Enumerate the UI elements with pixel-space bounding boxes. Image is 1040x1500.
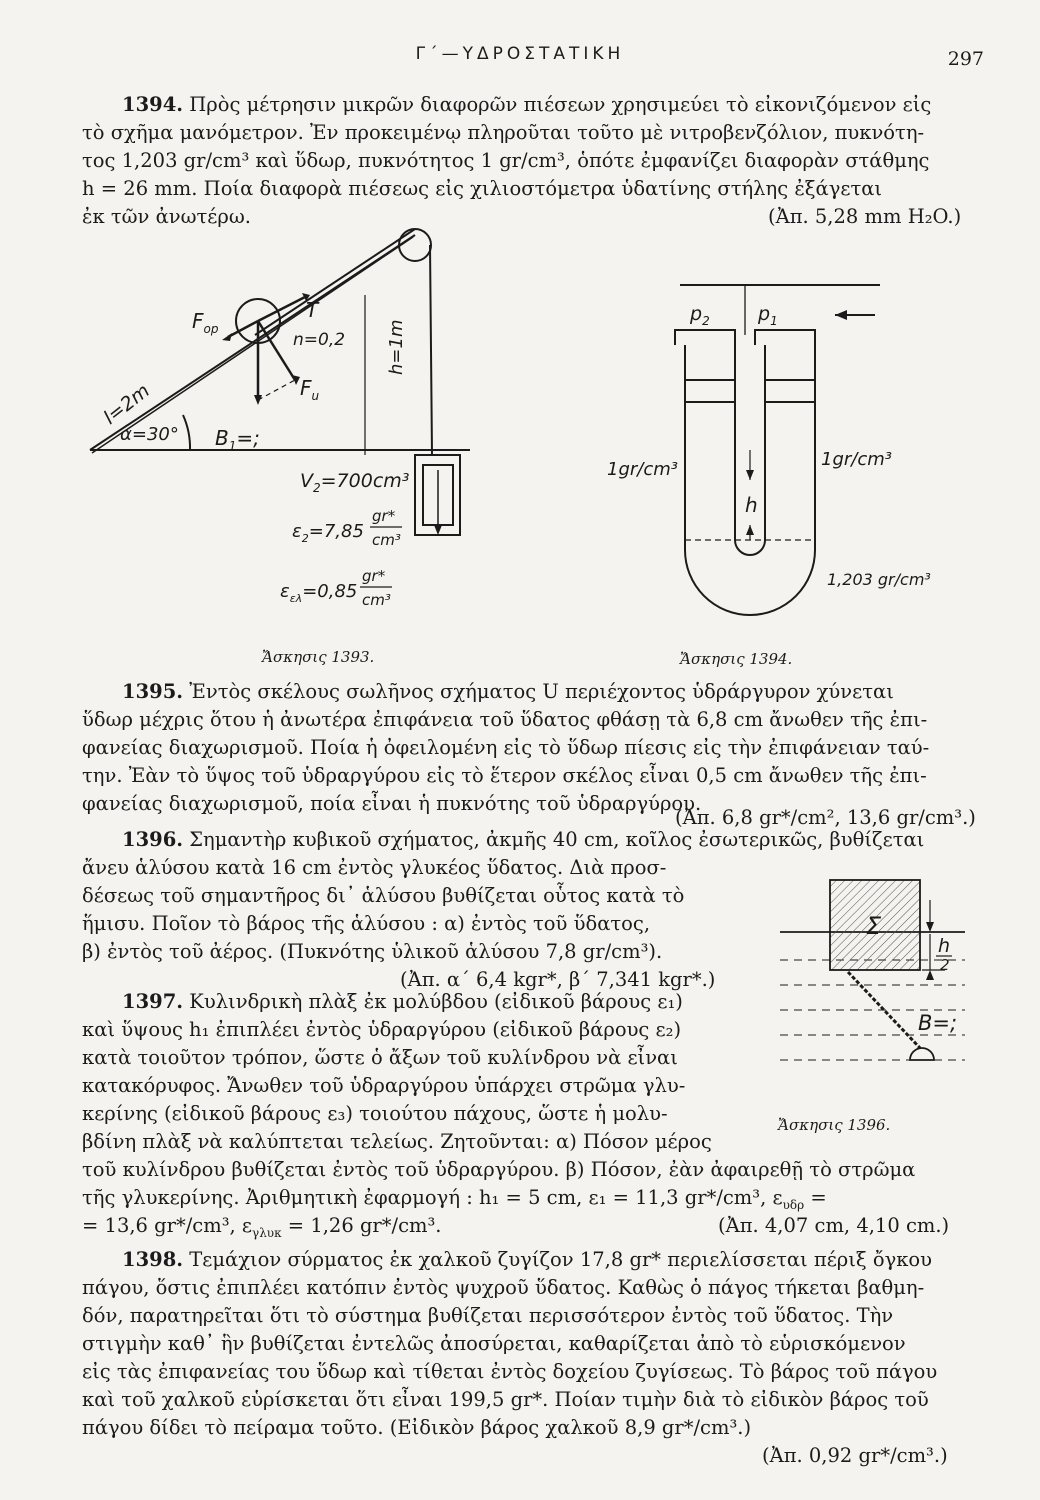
f-u-label: $F_u$ <box>300 376 320 403</box>
h-label: h <box>745 493 758 517</box>
text-line: β) ἐντὸς τοῦ ἀέρος. (Πυκνότης ὑλικοῦ ἁλύσου 7,8 gr/cm³). <box>82 940 663 963</box>
text-line: κερίνης (εἰδικοῦ βάρους ε₃) τοιούτου πάχους, ὥστε ἡ μολυ- <box>82 1102 668 1125</box>
p1-label: $p_1$ <box>758 303 778 328</box>
e2-unit-bottom: cm³ <box>372 531 401 549</box>
text-line: δέσεως τοῦ σημαντῆρος δι᾿ ἁλύσου βυθίζεται οὗτος κατὰ τὸ <box>82 884 685 907</box>
b1-label: $B_1=$; <box>215 426 260 453</box>
right-density-label: 1gr/cm³ <box>821 449 892 470</box>
bottom-density-label: 1,203 gr/cm³ <box>827 570 931 589</box>
f-op-label: $F_{op}$ <box>192 309 219 336</box>
answer: (Ἀπ. α΄ 6,4 kgr*, β΄ 7,341 kgr*.) <box>400 968 716 991</box>
text-line: πάγου δίδει τὸ πείραμα τοῦτο. (Εἰδικὸν βάρος χαλκοῦ 8,9 gr*/cm³.) <box>82 1416 752 1439</box>
text-line: Πρὸς μέτρησιν μικρῶν διαφορῶν πιέσεων χρησιμεύει τὸ εἰκονιζόμενον εἰς <box>189 93 932 116</box>
length-label: l=2m <box>99 379 154 429</box>
text-line: στιγμὴν καθ᾿ ἣν βυθίζεται ἐντελῶς ἀποσύρεται, καθαρίζεται ἀπὸ τὸ εὑρισκόμενον <box>82 1332 906 1355</box>
answer: (Ἀπ. 5,28 mm H₂O.) <box>768 205 962 228</box>
pulley <box>399 229 431 261</box>
running-header: Γ΄—ΥΔΡΟΣΤΑΤΙΚΗ <box>415 44 625 64</box>
height-label: h=1m <box>386 319 407 375</box>
text-line: h = 26 mm. Ποία διαφορὰ πιέσεως εἰς χιλιοστόμετρα ὑδατίνης στήλης ἐξάγεται <box>82 177 883 200</box>
text-line: ἐκ τῶν ἀνωτέρω. <box>82 205 251 228</box>
text-line: την. Ἐὰν τὸ ὕψος τοῦ ὑδραργύρου εἰς τὸ ἕτερον σκέλος εἶναι 0,5 cm ἄνωθεν τῆς ἐπι- <box>82 764 927 787</box>
figure-1393 <box>80 225 470 645</box>
angle-label: α=30° <box>120 424 179 445</box>
left-density-label: 1gr/cm³ <box>607 459 678 480</box>
text-line: Σημαντὴρ κυβικοῦ σχήματος, ἀκμῆς 40 cm, κοῖλος ἐσωτερικῶς, βυθίζεται <box>189 828 925 851</box>
text-line: τὸ σχῆμα μανόμετρον. Ἐν προκειμένῳ πληροῦται τοῦτο μὲ νιτροβενζόλιον, πυκνότη- <box>82 121 925 144</box>
t-label: T <box>306 298 319 322</box>
text-line: Ἐντὸς σκέλους σωλῆνος σχήματος U περιέχοντος ὑδράργυρον χύνεται <box>189 680 894 703</box>
sigma-label: Σ <box>866 912 882 940</box>
figure-1394 <box>595 270 980 640</box>
answer: (Ἀπ. 6,8 gr*/cm², 13,6 gr/cm³.) <box>675 806 976 829</box>
two-label: 2 <box>940 956 950 974</box>
page-number: 297 <box>947 48 984 70</box>
problem-number: 1396. <box>122 828 184 851</box>
text-line: ἥμισυ. Ποῖον τὸ βάρος τῆς ἁλύσου : α) ἐντὸς τοῦ ὕδατος, <box>82 912 651 935</box>
text-line: φανείας διαχωρισμοῦ, ποία εἶναι ἡ πυκνότης τοῦ ὑδραργύρου. <box>82 792 702 815</box>
text-line: Τεμάχιον σύρματος ἐκ χαλκοῦ ζυγίζον 17,8 gr* περιελίσσεται πέριξ ὄγκου <box>189 1248 933 1271</box>
rope-vertical <box>430 245 432 455</box>
text-line: τος 1,203 gr/cm³ καὶ ὕδωρ, πυκνότητος 1 gr/cm³, ὁπότε ἐμφανίζει διαφορὰν στάθμης <box>82 149 930 172</box>
h-label: h <box>938 935 951 957</box>
b-label: B=; <box>918 1011 958 1035</box>
e2-unit-top: gr* <box>372 507 396 525</box>
text-line: κατὰ τοιοῦτον τρόπον, ὥστε ὁ ἄξων τοῦ κυλίνδρου νὰ εἶναι <box>82 1046 678 1069</box>
text-line: τῆς γλυκερίνης. Ἀριθμητικὴ ἐφαρμογή : h₁ = 5 cm, ε₁ = 11,3 gr*/cm³, $\varepsilon_{\upsilon\delta\rho}$ = <box>82 1186 827 1212</box>
p2-label: $p_2$ <box>690 303 710 328</box>
text-line: καὶ τοῦ χαλκοῦ εὑρίσκεται ὅτι εἶναι 199,5 gr*. Ποίαν τιμὴν διὰ τὸ εἰδικὸν βάρος τοῦ <box>82 1388 929 1411</box>
caption-1394: Ἄσκησις 1394. <box>680 650 793 668</box>
answer: (Ἀπ. 0,92 gr*/cm³.) <box>762 1444 948 1467</box>
text-line: κατακόρυφος. Ἄνωθεν τοῦ ὑδραργύρου ὑπάρχει στρῶμα γλυ- <box>82 1074 686 1097</box>
text-line: πάγου, ὅστις ἐπιπλέει κατόπιν ἐντὸς ψυχροῦ ὕδατος. Καθὼς ὁ πάγος τήκεται βαθμη- <box>82 1276 925 1299</box>
caption-1396: Ἄσκησις 1396. <box>778 1116 891 1134</box>
text-line: δόν, παρατηρεῖται ὅτι τὸ σύστημα βυθίζεται περισσότερον ἐντὸς τοῦ ὕδατος. Τὴν <box>82 1304 894 1327</box>
figure-1396 <box>770 870 975 1070</box>
text-line: τοῦ κυλίνδρου βυθίζεται ἐντὸς τοῦ ὑδραργύρου. β) Πόσον, ἐὰν ἀφαιρεθῇ τὸ στρῶμα <box>82 1158 916 1181</box>
text-line: Κυλινδρικὴ πλὰξ ἐκ μολύβδου (εἰδικοῦ βάρους ε₁) <box>189 990 683 1013</box>
n-label: n=0,2 <box>293 330 346 350</box>
text-line: εἰς τὰς ἐπιφανείας του ὕδωρ καὶ τίθεται ἐντὸς δοχείου ζυγίσεως. Τὸ βάρος τοῦ πάγου <box>82 1360 938 1383</box>
text-line: ἄνευ ἁλύσου κατὰ 16 cm ἐντὸς γλυκέος ὕδατος. Διὰ προσ- <box>82 856 667 879</box>
text-line: βδίνη πλὰξ νὰ καλύπτεται τελείως. Ζητοῦνται: α) Πόσον μέρος <box>82 1130 712 1153</box>
v2-label: $V_2=700cm^3$ <box>300 470 410 495</box>
text-line: ὕδωρ μέχρις ὅτου ἡ ἀνωτέρα ἐπιφάνεια τοῦ ὕδατος φθάσῃ τὰ 6,8 cm ἄνωθεν τῆς ἐπι- <box>82 708 928 731</box>
problem-number: 1397. <box>122 990 184 1013</box>
problem-number: 1394. <box>122 93 184 116</box>
text-line: = 13,6 gr*/cm³, $\varepsilon_{\gamma\lambda\upsilon\kappa} = 1,26$ gr*/cm³. <box>82 1214 442 1240</box>
eel-label: $\varepsilon_{\varepsilon\lambda}=0,85$ <box>280 581 358 605</box>
answer: (Ἀπ. 4,07 cm, 4,10 cm.) <box>718 1214 950 1237</box>
text-line: φανείας διαχωρισμοῦ. Ποία ἡ ὀφειλομένη εἰς τὸ ὕδωρ πίεσις εἰς τὴν ἐπιφάνειαν ταύ- <box>82 736 930 759</box>
problem-number: 1398. <box>122 1248 184 1271</box>
problem-number: 1395. <box>122 680 184 703</box>
e2-label: $\varepsilon_2=7,85$ <box>292 521 364 545</box>
text-line: καὶ ὕψους h₁ ἐπιπλέει ἐντὸς ὑδραργύρου (εἰδικοῦ βάρους ε₂) <box>82 1018 682 1041</box>
caption-1393: Ἄσκησις 1393. <box>262 648 375 666</box>
eel-unit-top: gr* <box>362 567 386 585</box>
eel-unit-bottom: cm³ <box>362 591 391 609</box>
